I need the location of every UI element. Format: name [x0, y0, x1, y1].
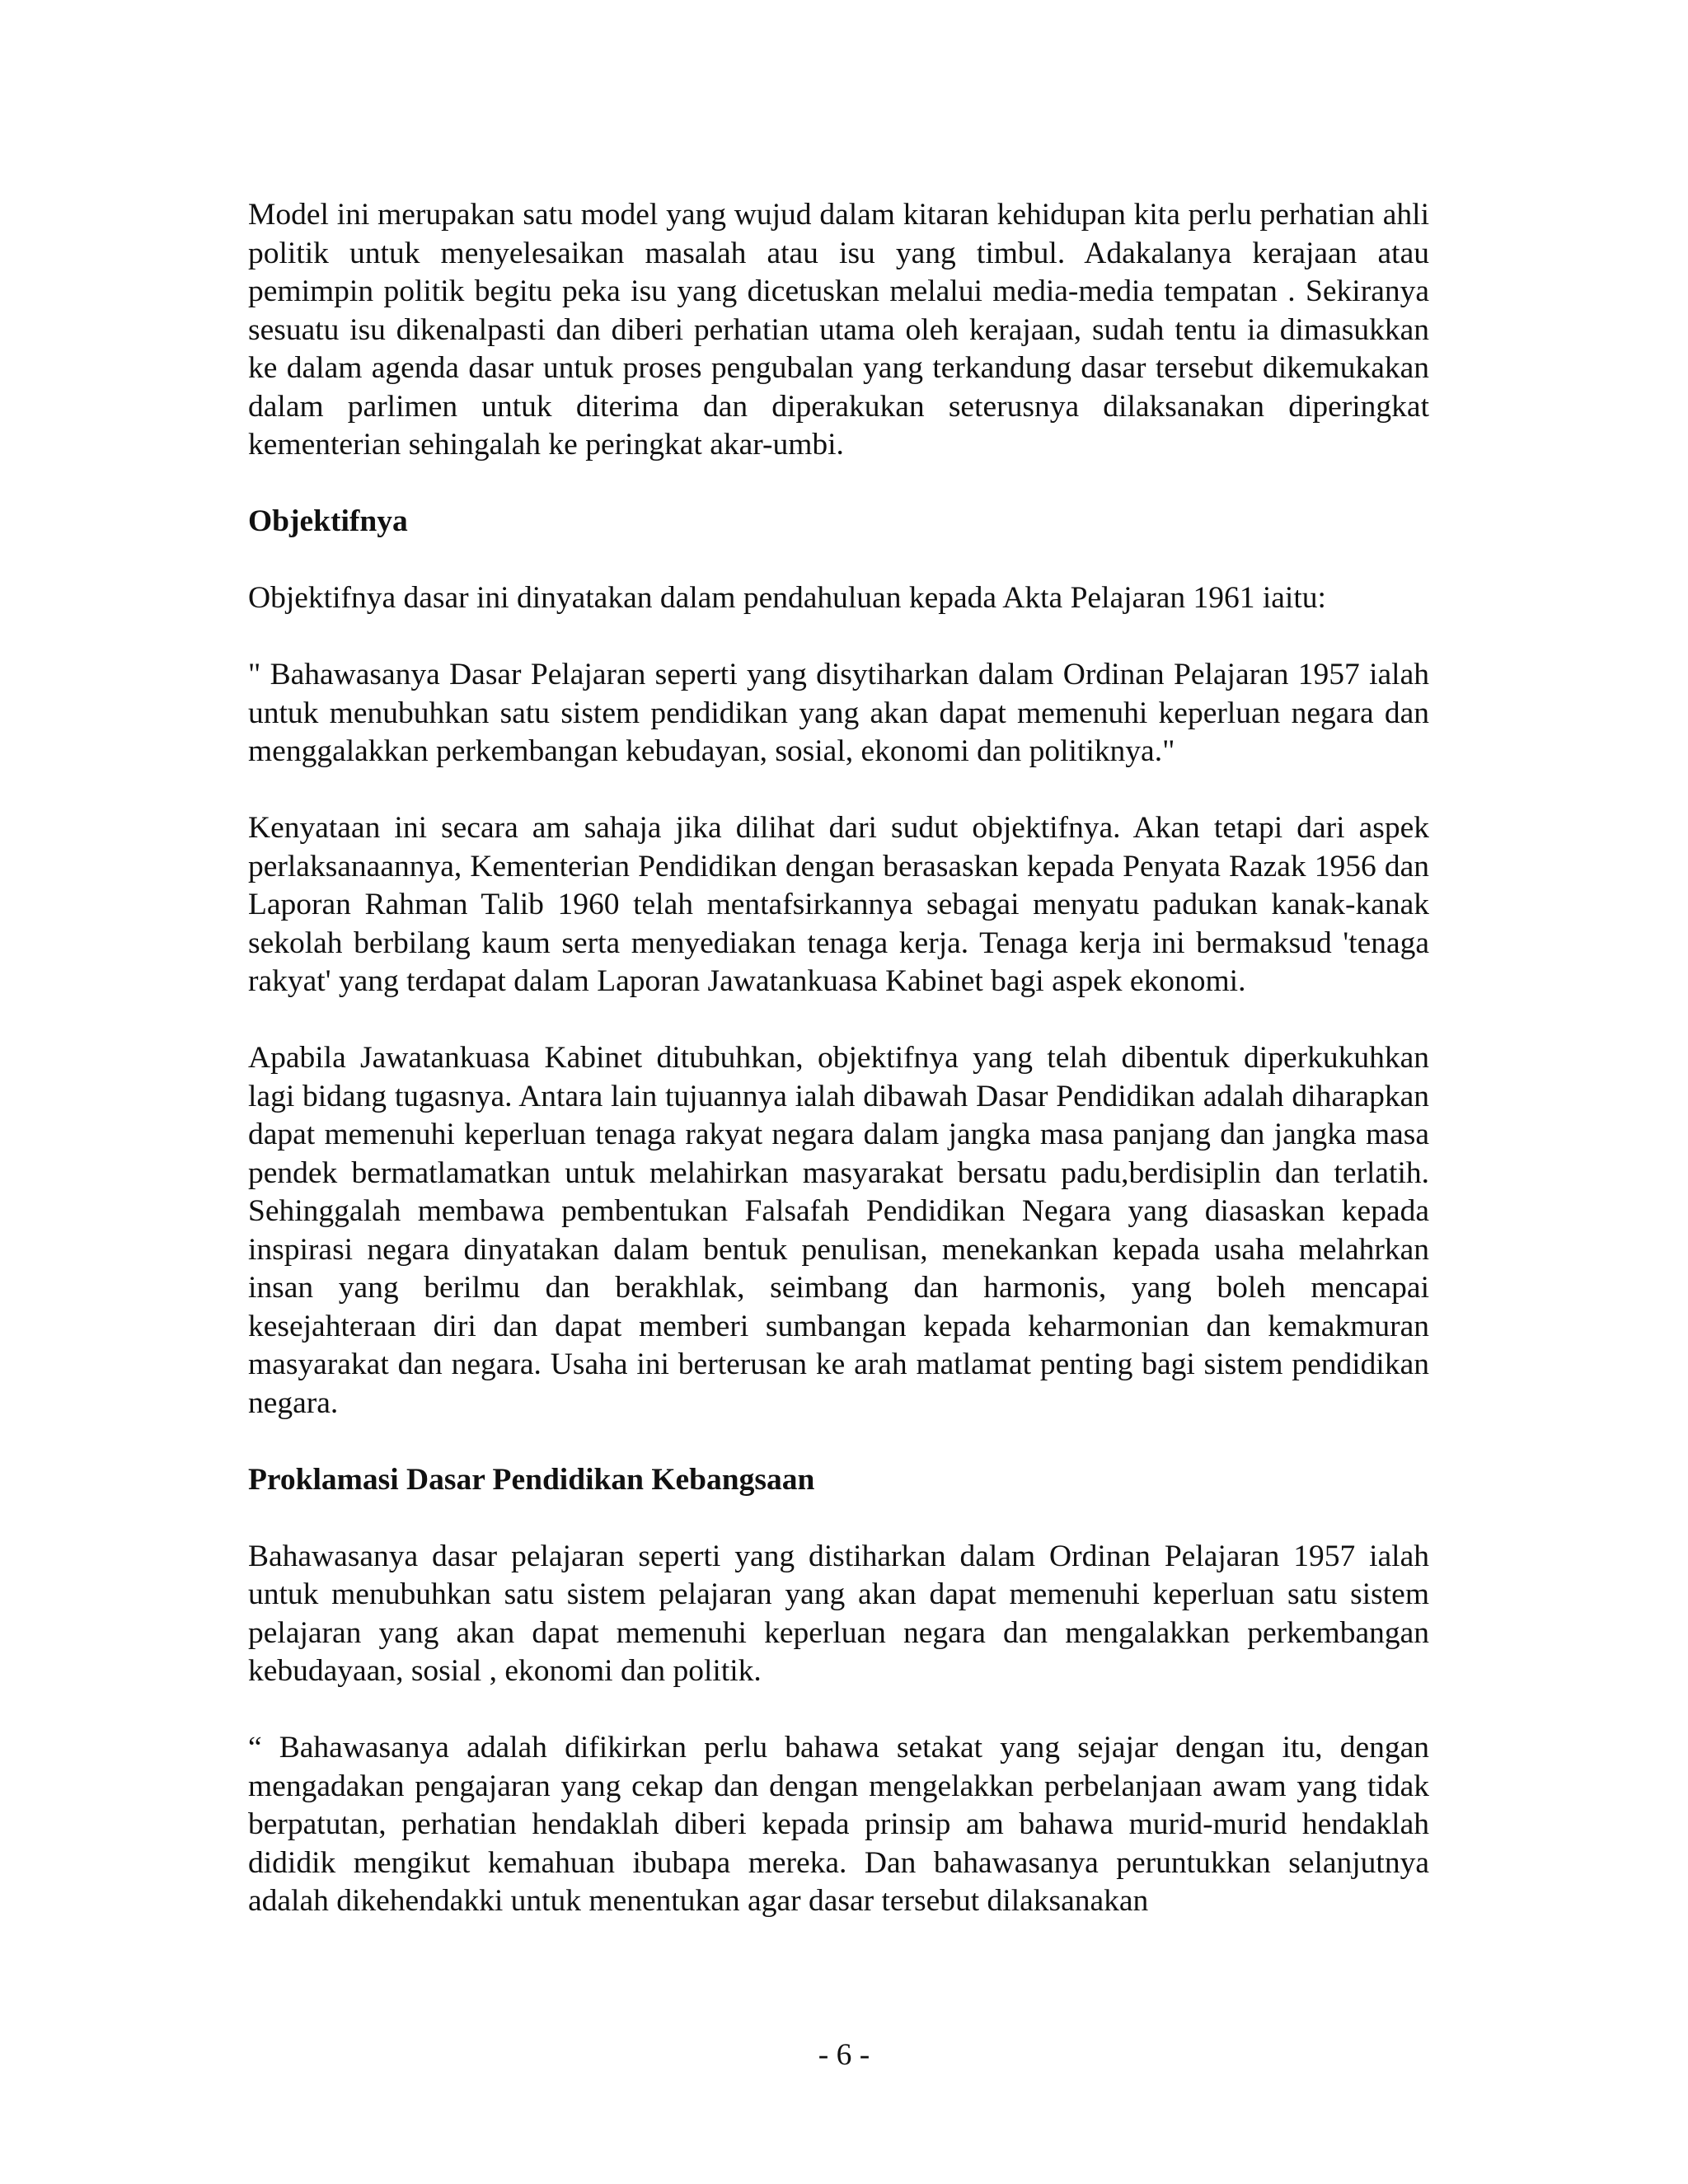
- paragraph-model: Model ini merupakan satu model yang wujud dalam kitaran kehidupan kita perlu perhatian ahli politik untuk menyelesaikan masalah atau isu yang timbul. Adakalanya kerajaan atau pemimpin politik begitu peka isu yang dicetuskan melalui media-media tempatan . Sekiranya sesuatu isu dikenalpasti dan diberi perhatian utama oleh kerajaan, sudah tentu ia dimasukkan ke dalam agenda dasar untuk proses pengubalan yang terkandung dasar tersebut dikemukakan dalam parlimen untuk diterima dan diperakukan seterusnya dilaksanakan diperingkat kementerian sehingalah ke peringkat akar-umbi.: [248, 198, 1429, 462]
- spacer: [248, 1499, 1429, 1538]
- page-number: - 6 -: [818, 2038, 870, 2072]
- paragraph-jawatankuasa: Apabila Jawatankuasa Kabinet ditubuhkan, objektifnya yang telah dibentuk diperkukuhkan lagi bidang tugasnya. Antara lain tujuannya ialah dibawah Dasar Pendidikan adalah diharapkan dapat memenuhi keperluan tenaga rakyat negara dalam jangka masa panjang dan jangka masa pendek bermatlamatkan untuk melahirkan masyarakat bersatu padu,berdisiplin dan terlatih. Sehinggalah membawa pembentukan Falsafah Pendidikan Negara yang diasaskan kepada inspirasi negara dinyatakan dalam bentuk penulisan, menekankan kepada usaha melahrkan insan yang berilmu dan berakhlak, seimbang dan harmonis, yang boleh mencapai kesejahteraan diri dan dapat memberi sumbangan kepada keharmonian dan kemakmuran masyarakat dan negara. Usaha ini berterusan ke arah matlamat penting bagi sistem pendidikan negara.: [248, 1041, 1429, 1420]
- spacer: [248, 1691, 1429, 1730]
- heading-proklamasi: Proklamasi Dasar Pendidikan Kebangsaan: [248, 1462, 815, 1497]
- heading-objektifnya: Objektifnya: [248, 504, 408, 538]
- paragraph-quote-ordinan: " Bahawasanya Dasar Pelajaran seperti yang disytiharkan dalam Ordinan Pelajaran 1957 ialah untuk menubuhkan satu sistem pendidikan yang akan dapat memenuhi keperluan negara dan menggalakkan perkembangan kebudayan, sosial, ekonomi dan politiknya.": [248, 658, 1429, 768]
- spacer: [248, 618, 1429, 657]
- spacer: [248, 1422, 1429, 1461]
- spacer: [248, 1001, 1429, 1040]
- paragraph-proklamasi: Bahawasanya dasar pelajaran seperti yang distiharkan dalam Ordinan Pelajaran 1957 ialah untuk menubuhkan satu sistem pelajaran yang akan dapat memenuhi keperluan satu sistem pelajaran yang akan dapat memenuhi keperluan negara dan mengalakkan perkembangan kebudayaan, sosial , ekonomi dan politik.: [248, 1539, 1429, 1688]
- paragraph-bahawasanya: “ Bahawasanya adalah difikirkan perlu bahawa setakat yang sejajar dengan itu, dengan mengadakan pengajaran yang cekap dan dengan mengelakkan perbelanjaan awam yang tidak berpatutan, perhatian hendaklah diberi kepada prinsip am bahawa murid-murid hendaklah dididik mengikut kemahuan ibubapa mereka. Dan bahawasanya peruntukkan selanjutnya adalah dikehendakki untuk menentukan agar dasar tersebut dilaksanakan: [248, 1731, 1429, 1918]
- spacer: [248, 465, 1429, 504]
- paragraph-kenyataan: Kenyataan ini secara am sahaja jika dilihat dari sudut objektifnya. Akan tetapi dari aspek perlaksanaannya, Kementerian Pendidikan dengan berasaskan kepada Penyata Razak 1956 dan Laporan Rahman Talib 1960 telah mentafsirkannya sebagai menyatu padukan kanak-kanak sekolah berbilang kaum serta menyediakan tenaga kerja. Tenaga kerja ini bermaksud 'tenaga rakyat' yang terdapat dalam Laporan Jawatankuasa Kabinet bagi aspek ekonomi.: [248, 811, 1429, 998]
- spacer: [248, 541, 1429, 580]
- document-body: [248, 196, 1429, 1921]
- paragraph-objektif-intro: Objektifnya dasar ini dinyatakan dalam pendahuluan kepada Akta Pelajaran 1961 iaitu:: [248, 581, 1326, 615]
- spacer: [248, 771, 1429, 810]
